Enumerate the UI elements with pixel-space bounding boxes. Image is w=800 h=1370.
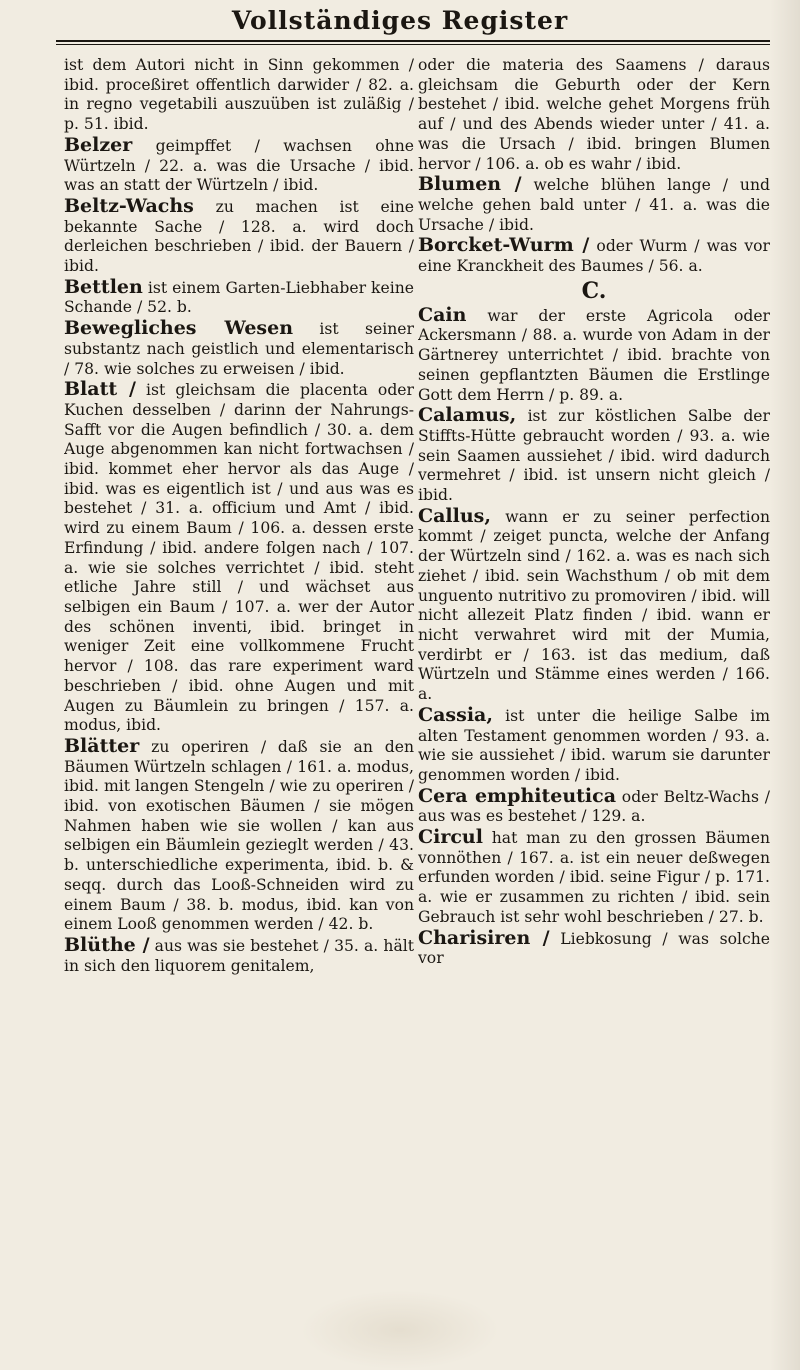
register-entry [64,133,414,196]
entry-text: oder Wurm / was vor eine Kranckheit des Baumes / 56. a. [418,237,770,276]
page-edge-shadow [770,0,800,1370]
register-entry [64,734,414,935]
entry-text: ist gleichsam die placenta oder Kuchen desselben / darinn der Nahrungs-Safft vor die Augen befindlich / 30. a. dem Auge abgenommen kan nicht fortwachsen / ibid. kommet eher hervor als das Auge / ibid. was es eigentlich ist / und aus was es bestehet / 31. a. officium und Amt / ibid. wird zu einem Baum / 106. a. dessen erste Erfindung / ibid. andere folgen nach / 107. a. wie sie solches verrichtet / ibid. steht etliche Jahre still / und wächset aus selbigen ein Baum / 107. a. wer der Autor des schönen inventi, ibid. bringet in weniger Zeit eine vollkommene Frucht hervor / 108. das rare experiment ward beschrieben / ibid. ohne Augen und mit Augen zu Bäumlein zu bringen / 157. a. modus, ibid. [64,381,414,735]
entry-text: ist seiner substantz nach geistlich und elementarisch / 78. wie solches zu erweisen / ibid. [64,320,414,378]
register-entry [418,828,770,928]
register-entry [418,236,770,276]
left-column [64,56,414,1356]
entry-headword: Cera emphiteutica [418,784,617,807]
entry-text: ist einem Garten-Liebhaber keine Schande / 52. b. [64,278,414,317]
page-header [0,4,800,40]
register-entry [418,56,770,174]
register-entry [418,703,770,786]
entry-text: welche blühen lange / und welche gehen bald unter / 41. a. was die Ursache / ibid. [418,176,770,234]
entry-headword: Belzer [64,133,133,156]
entry-text: oder Beltz-Wachs / aus was es bestehet / 129. a. [418,787,770,826]
register-entry [418,926,770,969]
entry-headword: Beltz-Wachs [64,194,194,217]
header-rule [56,40,770,45]
register-entry [64,933,414,976]
entry-text: oder die materia des Saamens / daraus gleichsam die Geburth oder der Kern bestehet / ibid. welche gehet Morgens früh auf / und des Abends wieder unter / 41. a. was die Ursach / ibid. bringen Blumen hervor / 106. a. ob es wahr / ibid. [418,56,770,173]
register-entry [418,784,770,827]
register-entry [64,380,414,736]
register-entry [64,56,414,135]
entry-headword: Circul [418,826,483,849]
page-title: Vollständiges Register [231,6,569,35]
register-entry [64,194,414,277]
entry-headword: Bettlen [64,275,143,298]
entry-text: hat man zu den grossen Bäumen vonnöthen / 167. a. ist ein neuer deßwegen erfunden worden / ibid. seine Figur / p. 171. a. wie er zusammen zu richten / ibid. sein Gebrauch ist sehr wohl beschrieben / 27. b. [418,829,770,926]
entry-headword: Cain [418,303,467,326]
entry-text: wann er zu seiner perfection kommt / zeiget puncta, welche der Anfang der Würtzeln sind / 162. a. was es nach sich ziehet / ibid. sein Wachsthum / ob mit dem unguento nutritivo zu promoviren / ibid. will nicht allezeit Platz finden / ibid. wann er nicht verwahret wird mit der Mumia, verdirbt er / 163. ist das medium, daß Würtzeln und Stämme eines werden / 166. a. [418,507,770,704]
entry-text: zu machen ist eine bekannte Sache / 128. a. wird doch derleichen beschrieben / ibid. der Bauern / ibid. [64,197,414,276]
entry-text: aus was sie bestehet / 35. a. hält in sich den liquorem genitalem, [64,936,414,975]
entry-text: war der erste Agricola oder Ackersmann / 88. a. wurde von Adam in der Gärtnerey unterrichtet / ibid. brachte von seinen gepflantzten Bäumen die Erstlinge Gott dem Herrn / p. 89. a. [418,306,770,404]
entry-text: ist dem Autori nicht in Sinn gekommen / ibid. proceßiret offentlich darwider / 82. a. in regno vegetabili auszuüben ist zuläßig / p. 51. ibid. [64,56,414,134]
section-letter: C. [581,277,607,304]
right-column [418,56,770,1356]
entry-text: ist zur köstlichen Salbe der Stiffts-Hütte gebraucht worden / 93. a. wie sein Saamen aussiehet / ibid. wird dadurch vermehret / ibid. ist unsern nicht gleich / ibid. [418,407,770,505]
entry-headword: Borcket-Wurm / [418,234,590,257]
entry-headword: Blatt / [64,378,136,401]
register-entry [418,406,770,506]
entry-text: zu operiren / daß sie an den Bäumen Würtzeln schlagen / 161. a. modus, ibid. mit langen Stengeln / wie zu operiren / ibid. von exotischen Bäumen / sie mögen Nahmen haben wie sie wollen / kan aus selbigen ein Bäumlein gezieglt werden / 43. b. unterschiedliche experimenta, ibid. b. & seqq. durch das Looß-Schneiden wird zu einem Baum / 38. b. modus, ibid. kan von einem Looß genommen werden / 42. b. [64,737,414,934]
entry-headword: Charisiren / [418,926,550,949]
entry-headword: Blumen / [418,173,522,196]
entry-text: Liebkosung / was solche vor [418,929,770,968]
entry-headword: Bewegliches Wesen [64,317,294,340]
register-entry [418,303,770,406]
paper-stain [300,1290,500,1370]
register-entry [418,504,770,705]
entry-headword: Blüthe / [64,933,150,956]
register-entry [418,175,770,235]
entry-text: geimpffet / wachsen ohne Würtzeln / 22. a. was die Ursache / ibid. was an statt der Würtzeln / ibid. [64,136,414,195]
register-entry [64,275,414,318]
register-entry [64,319,414,379]
entry-headword: Calamus, [418,404,517,427]
entry-headword: Cassia, [418,703,493,726]
entry-text: ist unter die heilige Salbe im alten Testament genommen worden / 93. a. wie sie aussiehet / ibid. warum sie darunter genommen worden / ibid. [418,706,770,784]
entry-headword: Blätter [64,734,140,757]
entry-headword: Callus, [418,504,491,527]
